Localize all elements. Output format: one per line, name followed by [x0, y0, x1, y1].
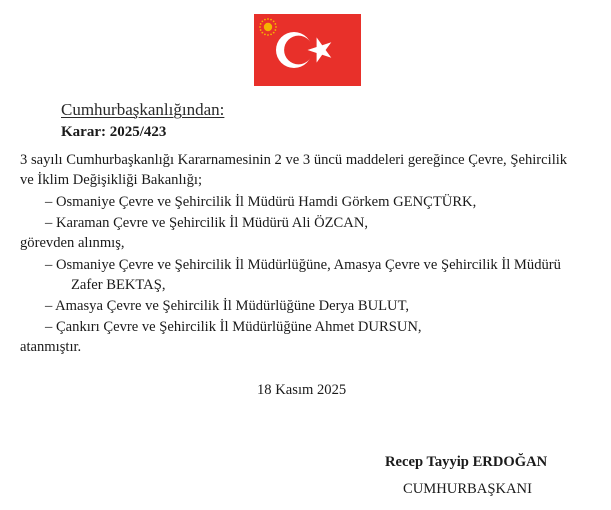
appointment-item: – Çankırı Çevre ve Şehircilik İl Müdürlüğüne Ahmet DURSUN,: [45, 319, 422, 335]
turkish-presidential-flag-icon: [254, 14, 361, 86]
appointment-item-continuation: Zafer BEKTAŞ,: [71, 277, 166, 293]
appointment-item: – Amasya Çevre ve Şehircilik İl Müdürlüğüne Derya BULUT,: [45, 298, 410, 314]
decree-date: 18 Kasım 2025: [257, 382, 347, 398]
dismissal-item: – Osmaniye Çevre ve Şehircilik İl Müdürü Hamdi Görkem GENÇTÜRK,: [45, 194, 477, 210]
intro-text-line-1: 3 sayılı Cumhurbaşkanlığı Kararnamesinin 2 ve 3 üncü maddeleri gereğince Çevre, Şehircilik: [20, 152, 568, 168]
appointment-item: – Osmaniye Çevre ve Şehircilik İl Müdürlüğüne, Amasya Çevre ve Şehircilik İl Müdürü: [45, 257, 561, 273]
signatory-name: Recep Tayyip ERDOĞAN: [385, 454, 548, 470]
intro-text-line-2: ve İklim Değişikliği Bakanlığı;: [20, 172, 202, 188]
decision-number: Karar: 2025/423: [61, 124, 167, 140]
signatory-title: CUMHURBAŞKANI: [403, 481, 532, 497]
issuing-authority-heading: Cumhurbaşkanlığından:: [61, 100, 225, 119]
dismissal-closing: görevden alınmış,: [20, 235, 125, 251]
appointment-closing: atanmıştır.: [20, 339, 82, 355]
dismissal-item: – Karaman Çevre ve Şehircilik İl Müdürü Ali ÖZCAN,: [45, 215, 369, 231]
